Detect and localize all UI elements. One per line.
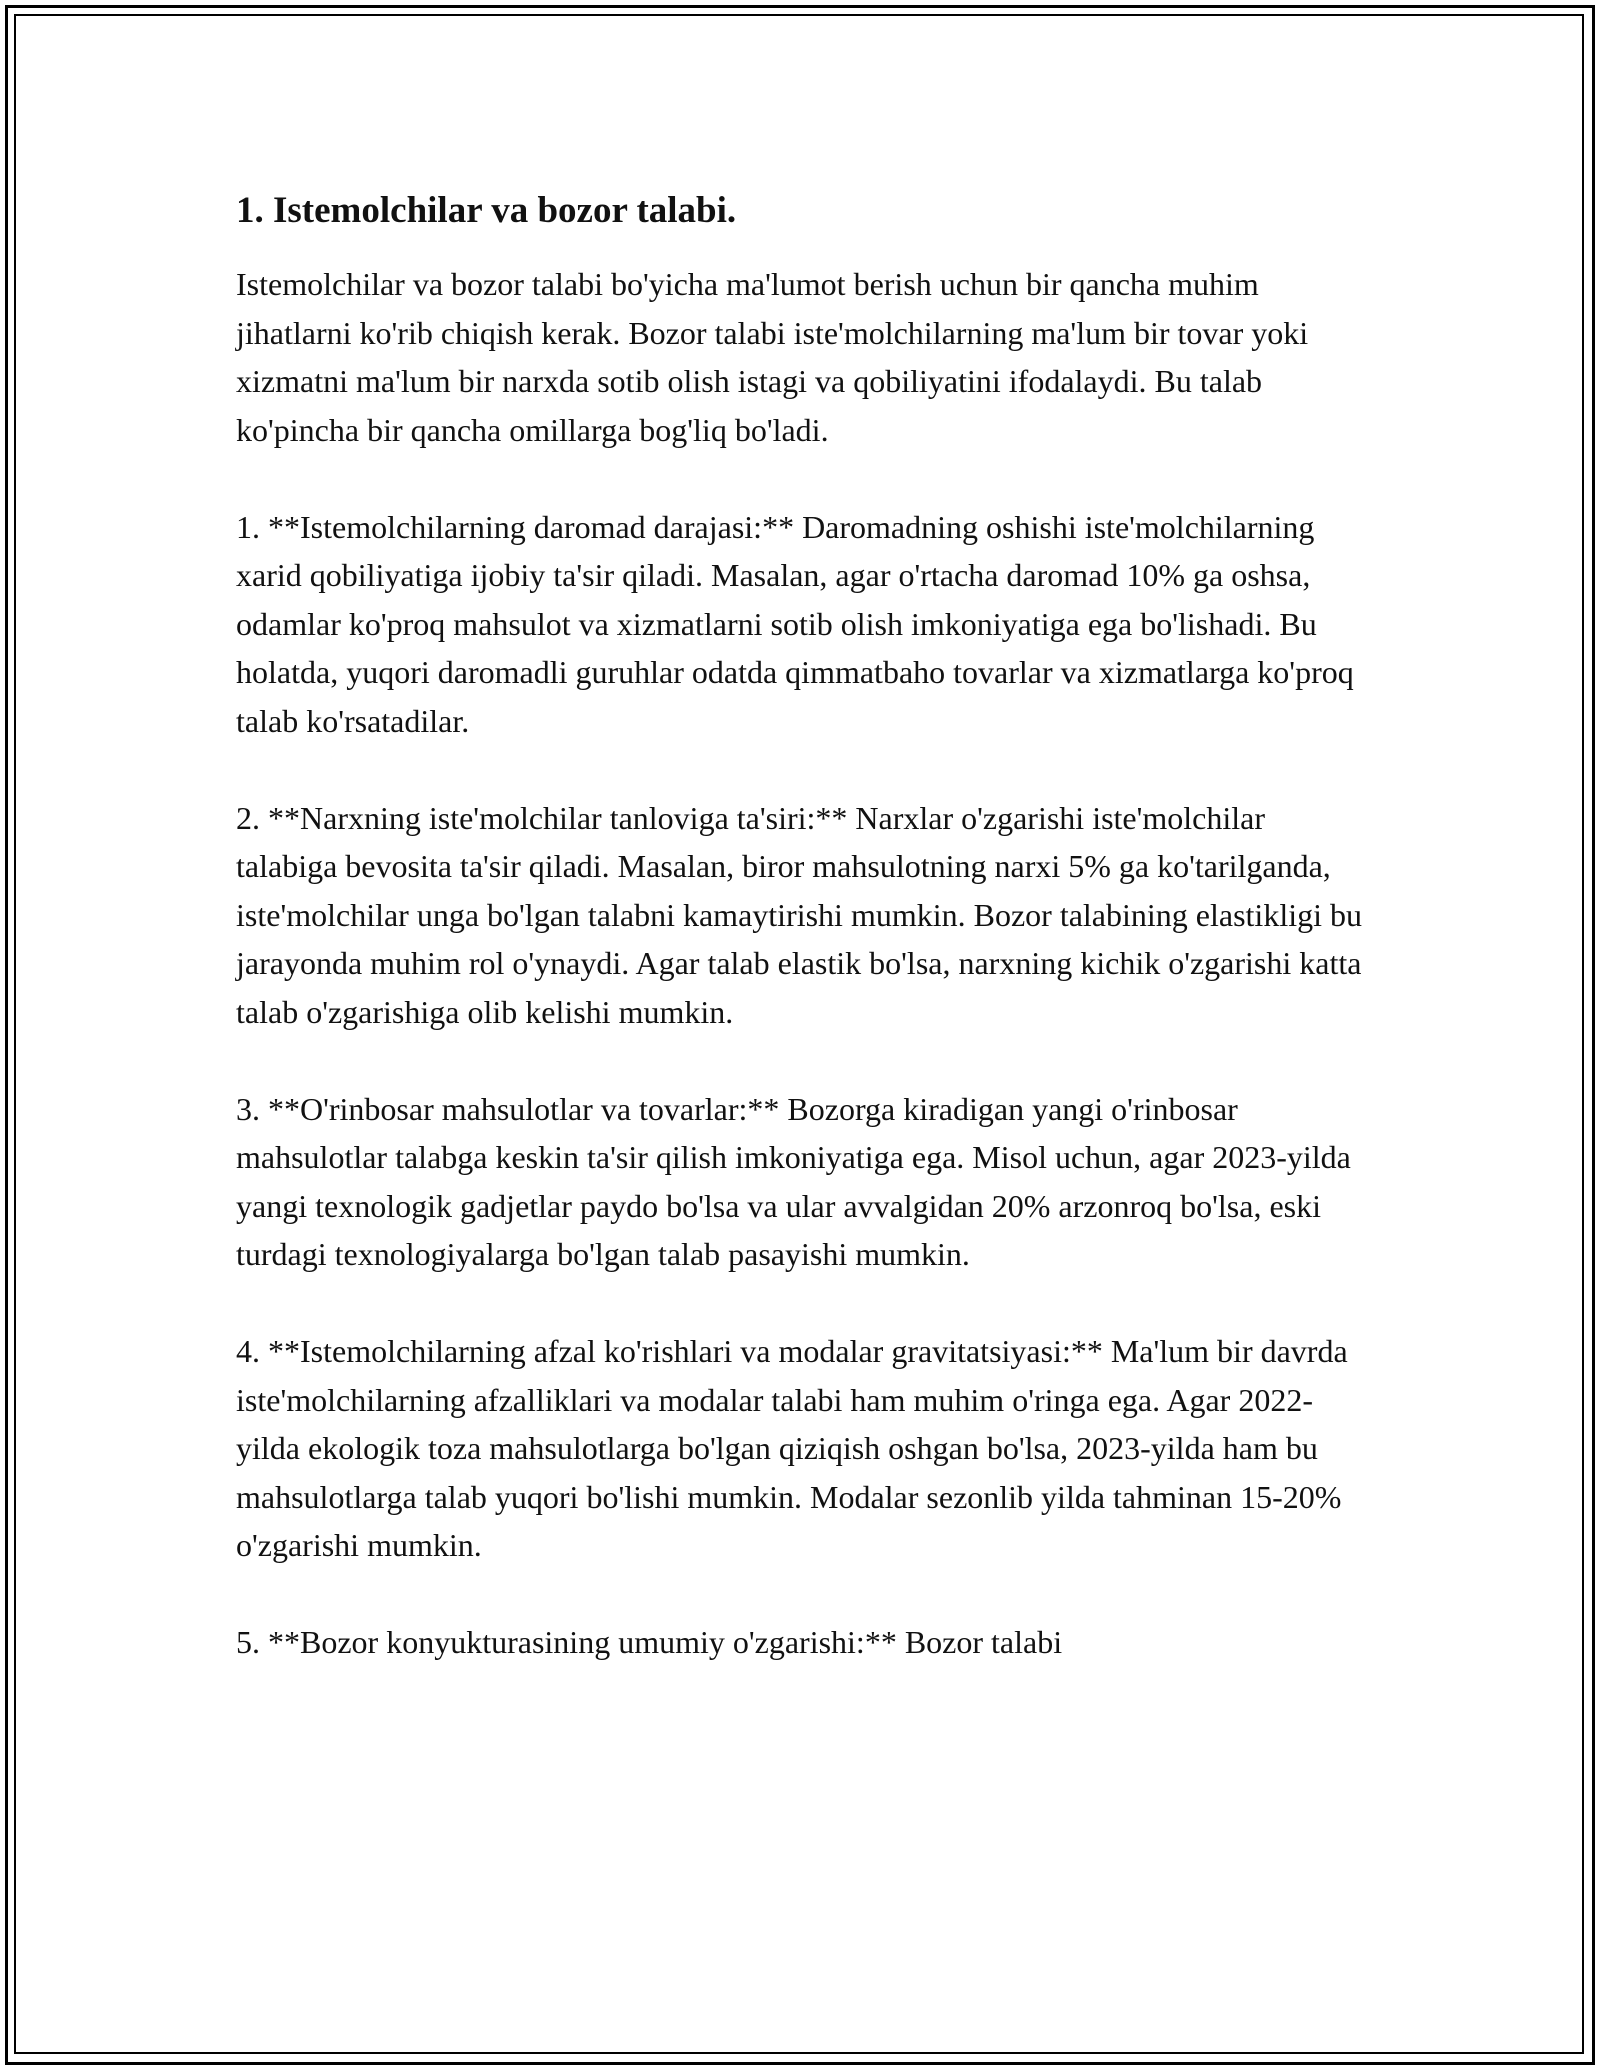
list-item-price-effect: 2. **Narxning iste'molchilar tanloviga ta'siri:** Narxlar o'zgarishi iste'molchilar talabiga bevosita ta'sir qiladi. Masalan, biror mahsulotning narxi 5% ga ko'tarilganda, iste'molchilar unga bo'lgan talabni kamaytirishi mumkin. Bozor talabining elastikligi bu jarayonda muhim rol o'ynaydi. Agar talab elastik bo'lsa, narxning kichik o'zgarishi katta talab o'zgarishiga olib kelishi mumkin. [236,799,1362,1030]
intro-paragraph: Istemolchilar va bozor talabi bo'yicha ma'lumot berish uchun bir qancha muhim jihatlarni ko'rib chiqish kerak. Bozor talabi iste'molchilarning ma'lum bir tovar yoki xizmatni ma'lum bir narxda sotib olish istagi va qobiliyatini ifodalaydi. Bu talab ko'pincha bir qancha omillarga bog'liq bo'ladi. [236,266,1309,448]
list-item-income-level: 1. **Istemolchilarning daromad darajasi:** Daromadning oshishi iste'molchilarning xarid qobiliyatiga ijobiy ta'sir qiladi. Masalan, agar o'rtacha daromad 10% ga oshsa, odamlar ko'proq mahsulot va xizmatlarni sotib olish imkoniyatiga ega bo'lishadi. Bu holatda, yuqori daromadli guruhlar odatda qimmatbaho tovarlar va xizmatlarga ko'proq talab ko'rsatadilar. [236,508,1354,739]
document-body [236,188,1366,1667]
section-heading: 1. Istemolchilar va bozor talabi. [236,190,737,231]
list-item-consumer-preferences: 4. **Istemolchilarning afzal ko'rishlari va modalar gravitatsiyasi:** Ma'lum bir davrda iste'molchilarning afzalliklari va modalar talabi ham muhim o'ringa ega. Agar 2022-yilda ekologik toza mahsulotlarga bo'lgan qiziqish oshgan bo'lsa, 2023-yilda ham bu mahsulotlarga talab yuqori bo'lishi mumkin. Modalar sezonlib yilda tahminan 15-20% o'zgarishi mumkin. [236,1333,1348,1563]
list-item-market-conjuncture: 5. **Bozor konyukturasining umumiy o'zgarishi:** Bozor talabi [236,1624,1063,1660]
list-item-substitute-products: 3. **O'rinbosar mahsulotlar va tovarlar:** Bozorga kiradigan yangi o'rinbosar mahsulotlar talabga keskin ta'sir qilish imkoniyatiga ega. Misol uchun, agar 2023-yilda yangi texnologik gadjetlar paydo bo'lsa va ular avvalgidan 20% arzonroq bo'lsa, eski turdagi texnologiyalarga bo'lgan talab pasayishi mumkin. [236,1090,1351,1272]
